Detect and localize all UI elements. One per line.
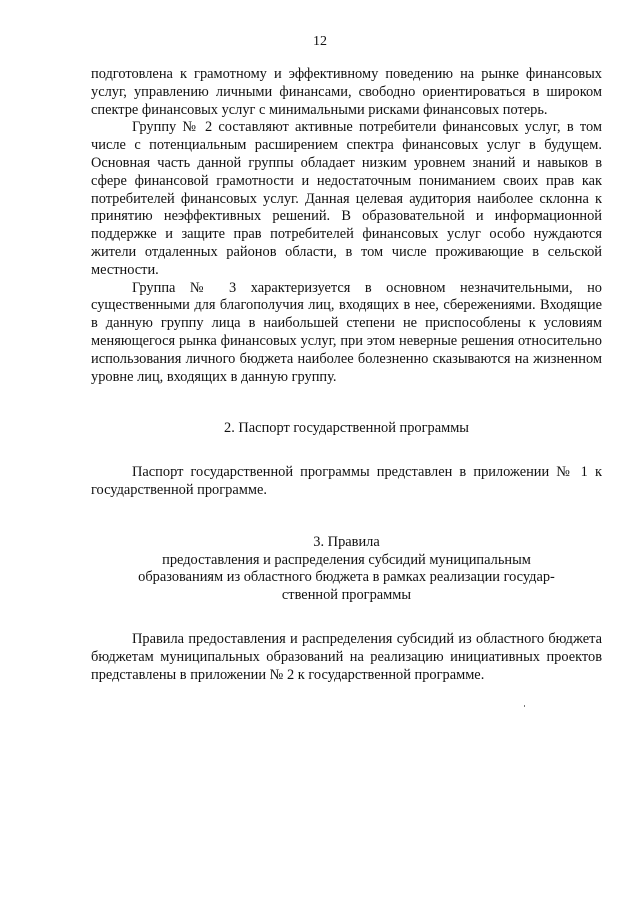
section-3-heading-line: образованиям из областного бюджета в рамках реализации государ- [138,569,555,586]
spacer [91,605,602,631]
section-2-text: Паспорт государственной программы представлен в приложении № 1 к государственной программе. [91,464,602,498]
section-2-heading: 2. Паспорт государственной программы [224,420,469,437]
scan-speck [524,705,525,707]
section-3-heading-line: 3. Правила [313,533,380,550]
paragraph-group-3: Группа № 3 характеризуется в основном незначительными, но существенными для благополучия лиц, входящих в нее, сбережениями. Входящие в данную группу лица в наибольшей степени не приспособлены к условиям меняющегося рынка финансовых услуг, при этом неверные решения относительно использования личного бюджета наиболее болезненно сказываются на жизненном уровне лиц, входящих в данную группу. [91,279,602,385]
section-3-heading-line: ственной программы [281,587,412,604]
section-3-text: Правила предоставления и распределения субсидий из областного бюджета бюджетам муниципальных образований на реализацию инициативных проектов представлены в приложении № 2 к государственной программе. [91,630,602,683]
spacer [91,386,602,420]
page-content [91,66,602,684]
section-3-heading [91,534,602,605]
section-3-heading-line: предоставления и распределения субсидий муниципальным [162,551,531,568]
paragraph-continuation: подготовлена к грамотному и эффективному поведению на рынке финансовых услуг, управлению личными финансами, свободно ориентироваться в широком спектре финансовых услуг с минимальными рисками финансовых потерь. [91,66,602,118]
spacer [91,438,602,464]
paragraph-group-2: Группу № 2 составляют активные потребители финансовых услуг, в том числе с потенциальным расширением спектра финансовых услуг в будущем. Основная часть данной группы обладает низким уровнем знаний и навыков в сфере финансовой грамотности и недостаточным пониманием своих прав как потребителей финансовых услуг. Данная целевая аудитория наиболее склонна к принятию неэффективных решений. В образовательной и информационной поддержке и защите прав потребителей финансовых услуг особо нуждаются жители отдаленных районов области, в том числе проживающие в сельской местности. [91,119,602,278]
spacer [91,500,602,534]
page-number: 12 [313,34,327,49]
